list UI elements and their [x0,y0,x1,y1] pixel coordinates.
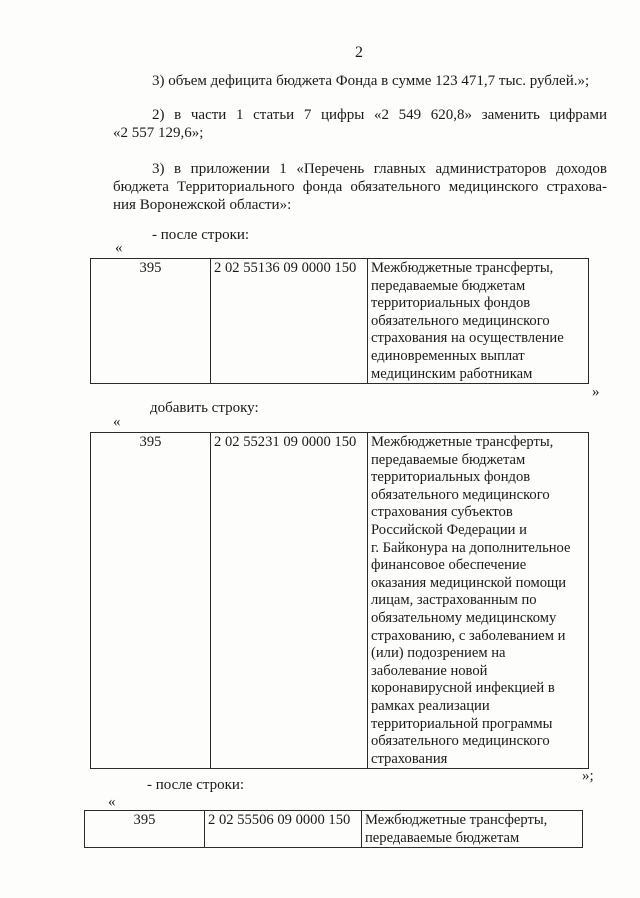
paragraph-appendix-line-2: бюджета Территориального фонда обязательного медицинского страхова- [113,179,607,195]
income-name-line: страхования субъектов [371,504,513,521]
income-name-line: заболевание новой [371,662,488,679]
add-line-label: добавить строку: [150,400,259,416]
income-name-line: обязательного медицинского [371,733,550,750]
income-code-cell: 2 02 55506 09 0000 150 [205,811,362,848]
table-row [91,433,589,769]
after-line-label-2: - после строки: [147,777,245,793]
income-name-line: оказания медицинской помощи [371,574,567,591]
income-name-line: передаваемые бюджетам [371,277,526,294]
paragraph-deficit: 3) объем дефицита бюджета Фонда в сумме 123 471,7 тыс. рублей.»; [152,73,590,89]
income-name-line: рамках реализации [371,697,490,714]
income-name-cell [368,259,589,384]
income-name-line: г. Байконура на дополнительное [371,539,571,556]
page-number: 2 [355,44,363,61]
income-name-line: Межбюджетные трансферты, [365,812,548,828]
open-quote-1: « [115,240,123,256]
admin-code-cell: 395 [85,811,205,848]
table-after-row-2 [84,810,583,848]
income-name-line: передаваемые бюджетам [371,451,526,468]
paragraph-appendix-line-1: 3) в приложении 1 «Перечень главных администраторов доходов [152,161,607,177]
income-name-line: обязательного медицинского [371,486,550,503]
paragraph-article-7-line-1: 2) в части 1 статьи 7 цифры «2 549 620,8» заменить цифрами [152,107,607,123]
income-name-line: страхования на осуществление [371,330,564,347]
income-name-line: территориальной программы [371,715,553,732]
income-name-line: обязательному медицинскому [371,609,557,626]
income-name-line: страхованию, с заболеванием и [371,627,566,644]
paragraph-appendix-line-3: ния Воронежской области»: [113,197,292,213]
income-name-line: территориальных фондов [371,295,531,312]
table-after-row-1 [90,258,589,384]
income-name-line: передаваемые бюджетам [365,829,520,846]
open-quote-2: « [113,414,121,430]
open-quote-3: « [108,794,116,810]
income-name-line: Российской Федерации и [371,521,527,538]
income-name-line: медицинским работникам [371,365,533,382]
income-name-line: коронавирусной инфекцией в [371,680,555,697]
income-name-line: обязательного медицинского [371,312,550,329]
income-name-line: страхования [371,750,448,767]
income-code-cell: 2 02 55136 09 0000 150 [211,259,368,384]
table-added-row [90,432,589,769]
after-line-label-1: - после строки: [152,227,250,243]
table-row [91,259,589,384]
income-name-cell [362,811,583,848]
admin-code-cell: 395 [91,259,211,384]
income-name-line: (или) подозрением на [371,645,506,662]
income-name-line: единовременных выплат [371,347,525,364]
income-name-line: Межбюджетные трансферты, [371,434,554,450]
income-name-cell [368,433,589,769]
admin-code-cell: 395 [91,433,211,769]
income-name-line: лицам, застрахованным по [371,592,537,609]
close-quote-2: »; [582,768,594,784]
table-row [85,811,583,848]
income-name-line: территориальных фондов [371,469,531,486]
income-name-line: финансовое обеспечение [371,557,527,574]
close-quote-1: » [592,384,600,400]
income-code-cell: 2 02 55231 09 0000 150 [211,433,368,769]
paragraph-article-7-line-2: «2 557 129,6»; [113,125,204,141]
income-name-line: Межбюджетные трансферты, [371,260,554,276]
